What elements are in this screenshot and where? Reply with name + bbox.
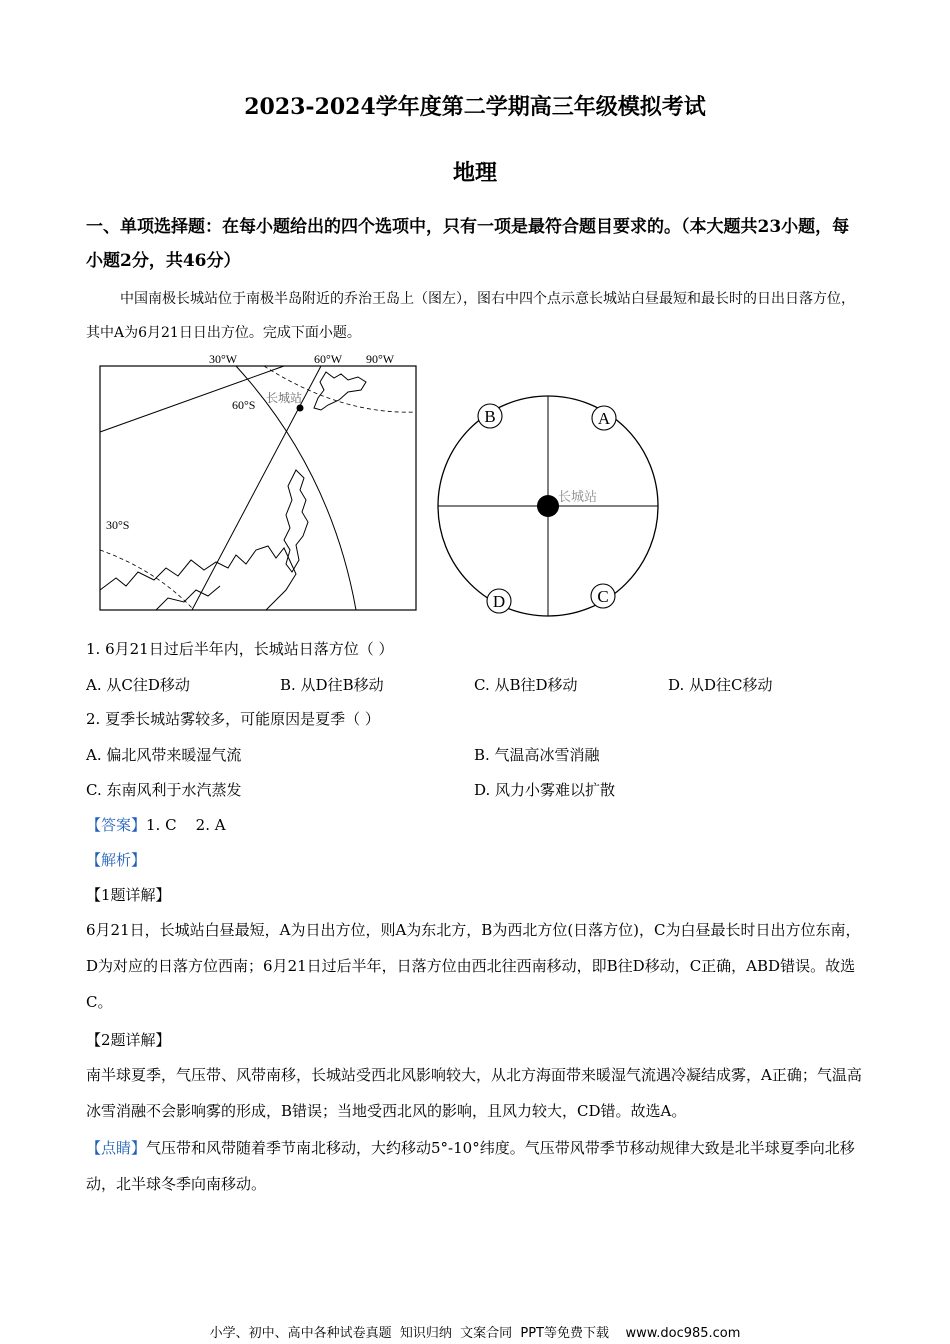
- station-center-dot: [537, 495, 559, 517]
- answer-label: 【答案】: [86, 816, 147, 834]
- lon-30w-label: 30°W: [209, 352, 238, 366]
- subject-title: 地理: [452, 160, 497, 186]
- point-d: [487, 589, 511, 613]
- lat-30s-label: 30°S: [106, 518, 130, 532]
- map-frame: [100, 366, 416, 610]
- exam-title: 2023-2024学年度第二学期高三年级模拟考试: [244, 94, 706, 120]
- analysis-label: 【解析】: [86, 851, 147, 869]
- tip-text: 气压带和风带随着季节南北移动，大约移动5°-10°纬度。气压带风带季节移动规律大致是北半球夏季向北移动，北半球冬季向南移动。: [86, 1139, 855, 1193]
- q2-option-b: B. 气温高冰雪消融: [474, 746, 600, 764]
- station-dot: [297, 405, 304, 412]
- detail-1-label: 【1题详解】: [86, 886, 171, 904]
- intro-paragraph: 中国南极长城站位于南极半岛附近的乔治王岛上（图左），图右中四个点示意长城站白昼最短和最长时的日出日落方位，其中A为6月21日日出方位。完成下面小题。: [86, 291, 855, 341]
- point-a-label: A: [597, 409, 611, 428]
- question-1-stem: 1. 6月21日过后半年内，长城站日落方位（ ）: [86, 640, 394, 658]
- answer-text: 1. C 2. A: [146, 816, 226, 834]
- q1-option-d: D. 从D往C移动: [668, 676, 773, 694]
- lon-90w-label: 90°W: [366, 352, 395, 366]
- point-b-label: B: [484, 407, 496, 426]
- point-d-label: D: [492, 592, 506, 611]
- answer-line: [86, 814, 226, 835]
- meridian-line: [100, 366, 284, 432]
- detail-2-label: 【2题详解】: [86, 1031, 171, 1049]
- tip-label: 【点睛】: [86, 1139, 147, 1157]
- point-c: [591, 584, 615, 608]
- point-c-label: C: [597, 587, 609, 606]
- continent-coastline: [100, 546, 296, 610]
- footer-text: 小学、初中、高中各种试卷真题 知识归纳 文案合同 PPT等免费下载 www.doc985.com: [209, 1326, 741, 1341]
- lat-60s-label: 60°S: [232, 398, 256, 412]
- q2-option-a: A. 偏北风带来暖湿气流: [86, 746, 242, 764]
- q1-option-c: C. 从B往D移动: [474, 676, 578, 694]
- tip-paragraph: [86, 1130, 862, 1202]
- station-label: 长城站: [266, 391, 303, 405]
- q2-option-d: D. 风力小雾难以扩散: [474, 781, 616, 799]
- dashed-latitude: [264, 366, 416, 412]
- point-a: [592, 406, 616, 430]
- sun-direction-figure: [432, 395, 667, 620]
- question-2-stem: 2. 夏季长城站雾较多，可能原因是夏季（ ）: [86, 710, 380, 728]
- q1-option-a: A. 从C往D移动: [86, 676, 190, 694]
- coastline-detail: [156, 586, 220, 610]
- detail-2-text: 南半球夏季，气压带、风带南移，长城站受西北风影响较大，从北方海面带来暖湿气流遇冷凝结成雾，A正确；气温高冰雪消融不会影响雾的形成，B错误；当地受西北风的影响，且风力较大，CD错。故选A。: [86, 1066, 862, 1120]
- q1-option-b: B. 从D往B移动: [280, 676, 384, 694]
- center-station-label: 长城站: [558, 489, 598, 504]
- lon-60w-label: 60°W: [314, 352, 343, 366]
- section-heading: 一、单项选择题：在每小题给出的四个选项中，只有一项是最符合题目要求的。（本大题共23小题，每小题2分，共46分）: [86, 217, 850, 271]
- point-b: [478, 404, 502, 428]
- q2-option-c: C. 东南风利于水汽蒸发: [86, 781, 242, 799]
- antarctic-map-figure: [96, 350, 421, 615]
- detail-1-text: 6月21日，长城站白昼最短，A为日出方位，则A为东北方，B为西北方位(日落方位)，C为白昼最长时日出方位东南，D为对应的日落方位西南；6月21日过后半年，日落方位由西北往西南移动，即B往D移动，C正确，ABD错误。故选C。: [86, 921, 861, 1011]
- antarctic-peninsula: [314, 372, 366, 410]
